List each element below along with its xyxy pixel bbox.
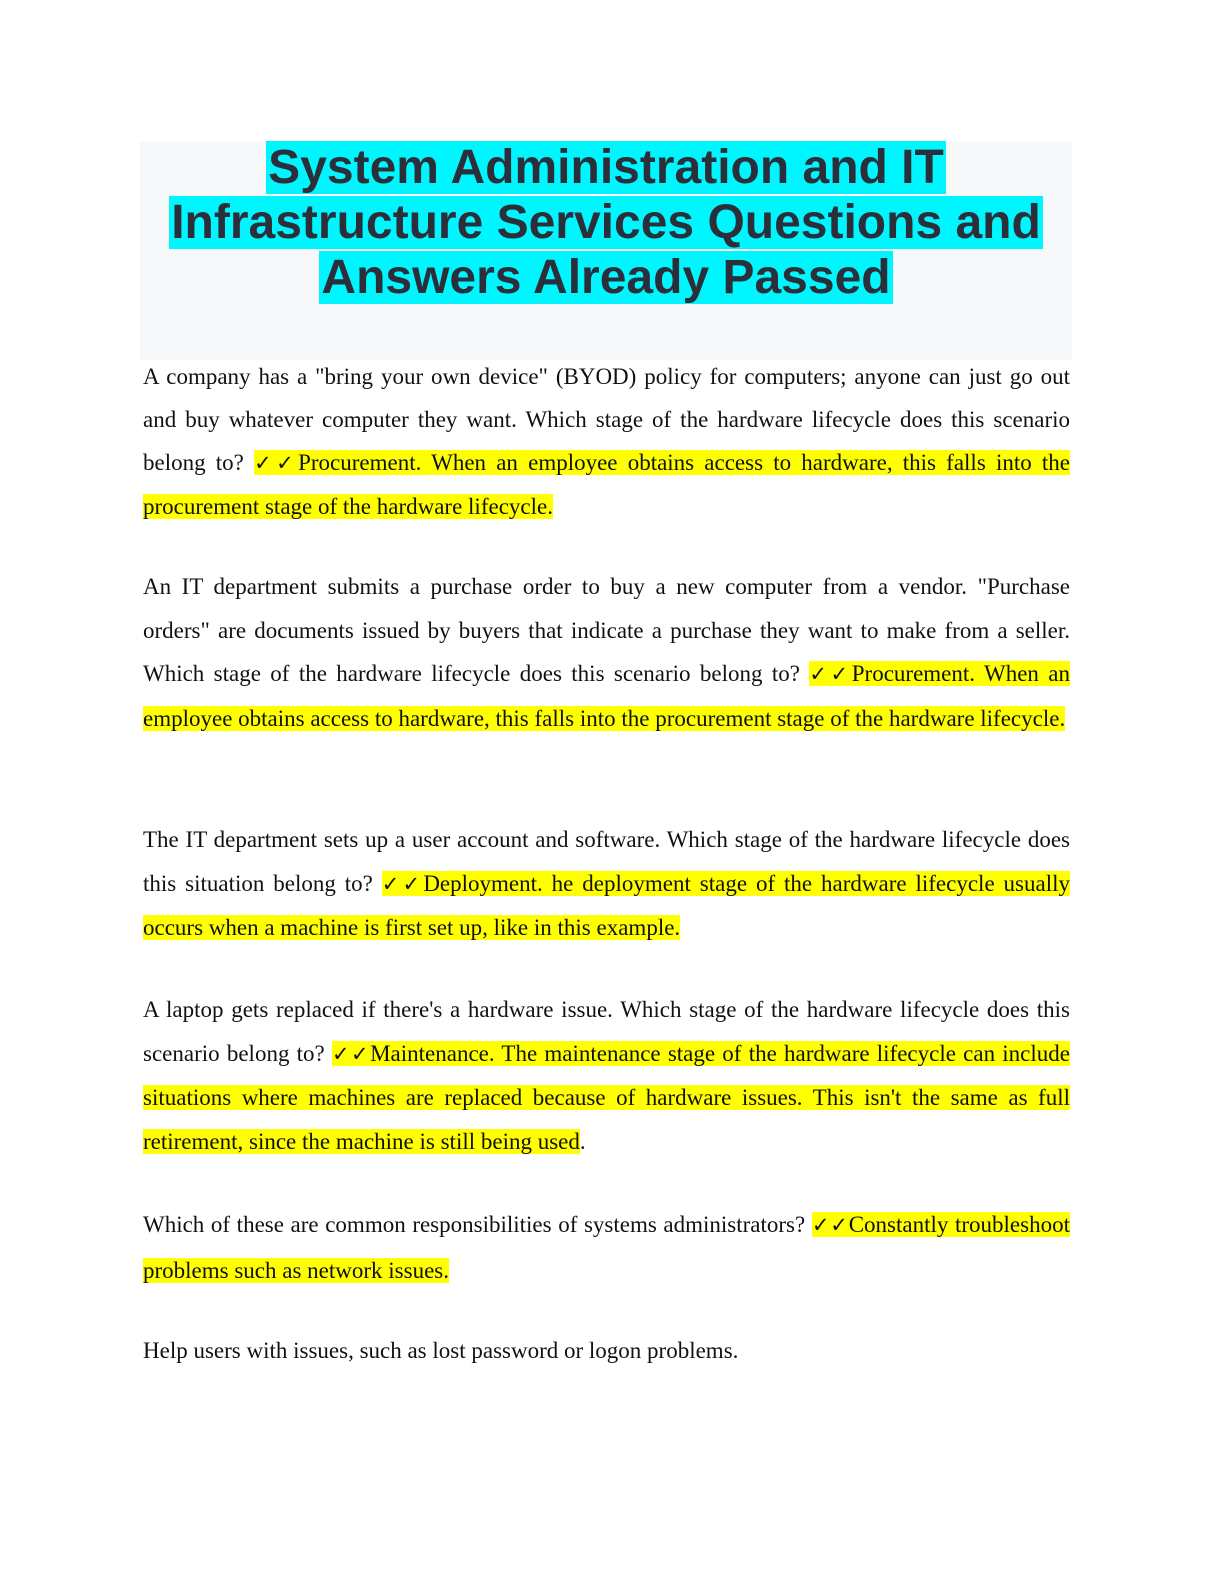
question-text: A company has a "bring your own device" (BYOD) policy for computers; anyone can just go out and buy whatever computer they want. Which stage of the hardware lifecycle does this scenario belong to? <box>143 364 1070 475</box>
title-line-2: Infrastructure Services Questions and <box>171 196 1041 249</box>
page-title <box>0 140 1212 305</box>
title-line-3: Answers Already Passed <box>321 251 891 304</box>
question-text: Which of these are common responsibilities of systems administrators? <box>143 1212 812 1237</box>
qa-item-2 <box>143 565 1070 740</box>
answer-text: Procurement. When an employee obtains access to hardware, this falls into the procurement stage of the hardware lifecycle. <box>143 661 1070 731</box>
body-paragraph <box>143 1329 1070 1372</box>
double-check-icon: ✓✓ <box>811 1213 849 1237</box>
double-check-icon: ✓✓ <box>381 872 424 896</box>
double-check-icon: ✓✓ <box>809 662 852 686</box>
qa-item-1 <box>143 355 1070 528</box>
qa-item-3 <box>143 818 1070 950</box>
question-text: An IT department submits a purchase order to buy a new computer from a vendor. "Purchase orders" are documents issued by buyers that indicate a purchase they want to make from a seller. Which stage of the hardware lifecycle does this scenario belong to? <box>143 574 1070 686</box>
answer-highlight <box>143 450 1070 519</box>
question-text: The IT department sets up a user account and software. Which stage of the hardware lifecycle does this situation belong to? <box>143 827 1070 896</box>
qa-item-5 <box>143 1202 1070 1293</box>
answer-text: Maintenance. The maintenance stage of the hardware lifecycle can include situations where machines are replaced because of hardware issues. This isn't the same as full retirement, since the machine is still being used <box>143 1040 1070 1154</box>
answer-text: Deployment. he deployment stage of the hardware lifecycle usually occurs when a machine is first set up, like in this example. <box>143 871 1070 940</box>
double-check-icon: ✓✓ <box>254 451 299 475</box>
paragraph-text: Help users with issues, such as lost password or logon problems. <box>143 1338 739 1363</box>
answer-text: Procurement. When an employee obtains access to hardware, this falls into the procurement stage of the hardware lifecycle. <box>143 450 1070 519</box>
answer-text: Constantly troubleshoot problems such as network issues. <box>143 1212 1070 1283</box>
title-line-1: System Administration and IT <box>268 141 944 194</box>
double-check-icon: ✓✓ <box>331 1041 371 1066</box>
answer-tail: . <box>579 1128 586 1154</box>
question-text: A laptop gets replaced if there's a hardware issue. Which stage of the hardware lifecycle does this scenario belong to? <box>143 997 1070 1066</box>
qa-item-4 <box>143 988 1070 1163</box>
